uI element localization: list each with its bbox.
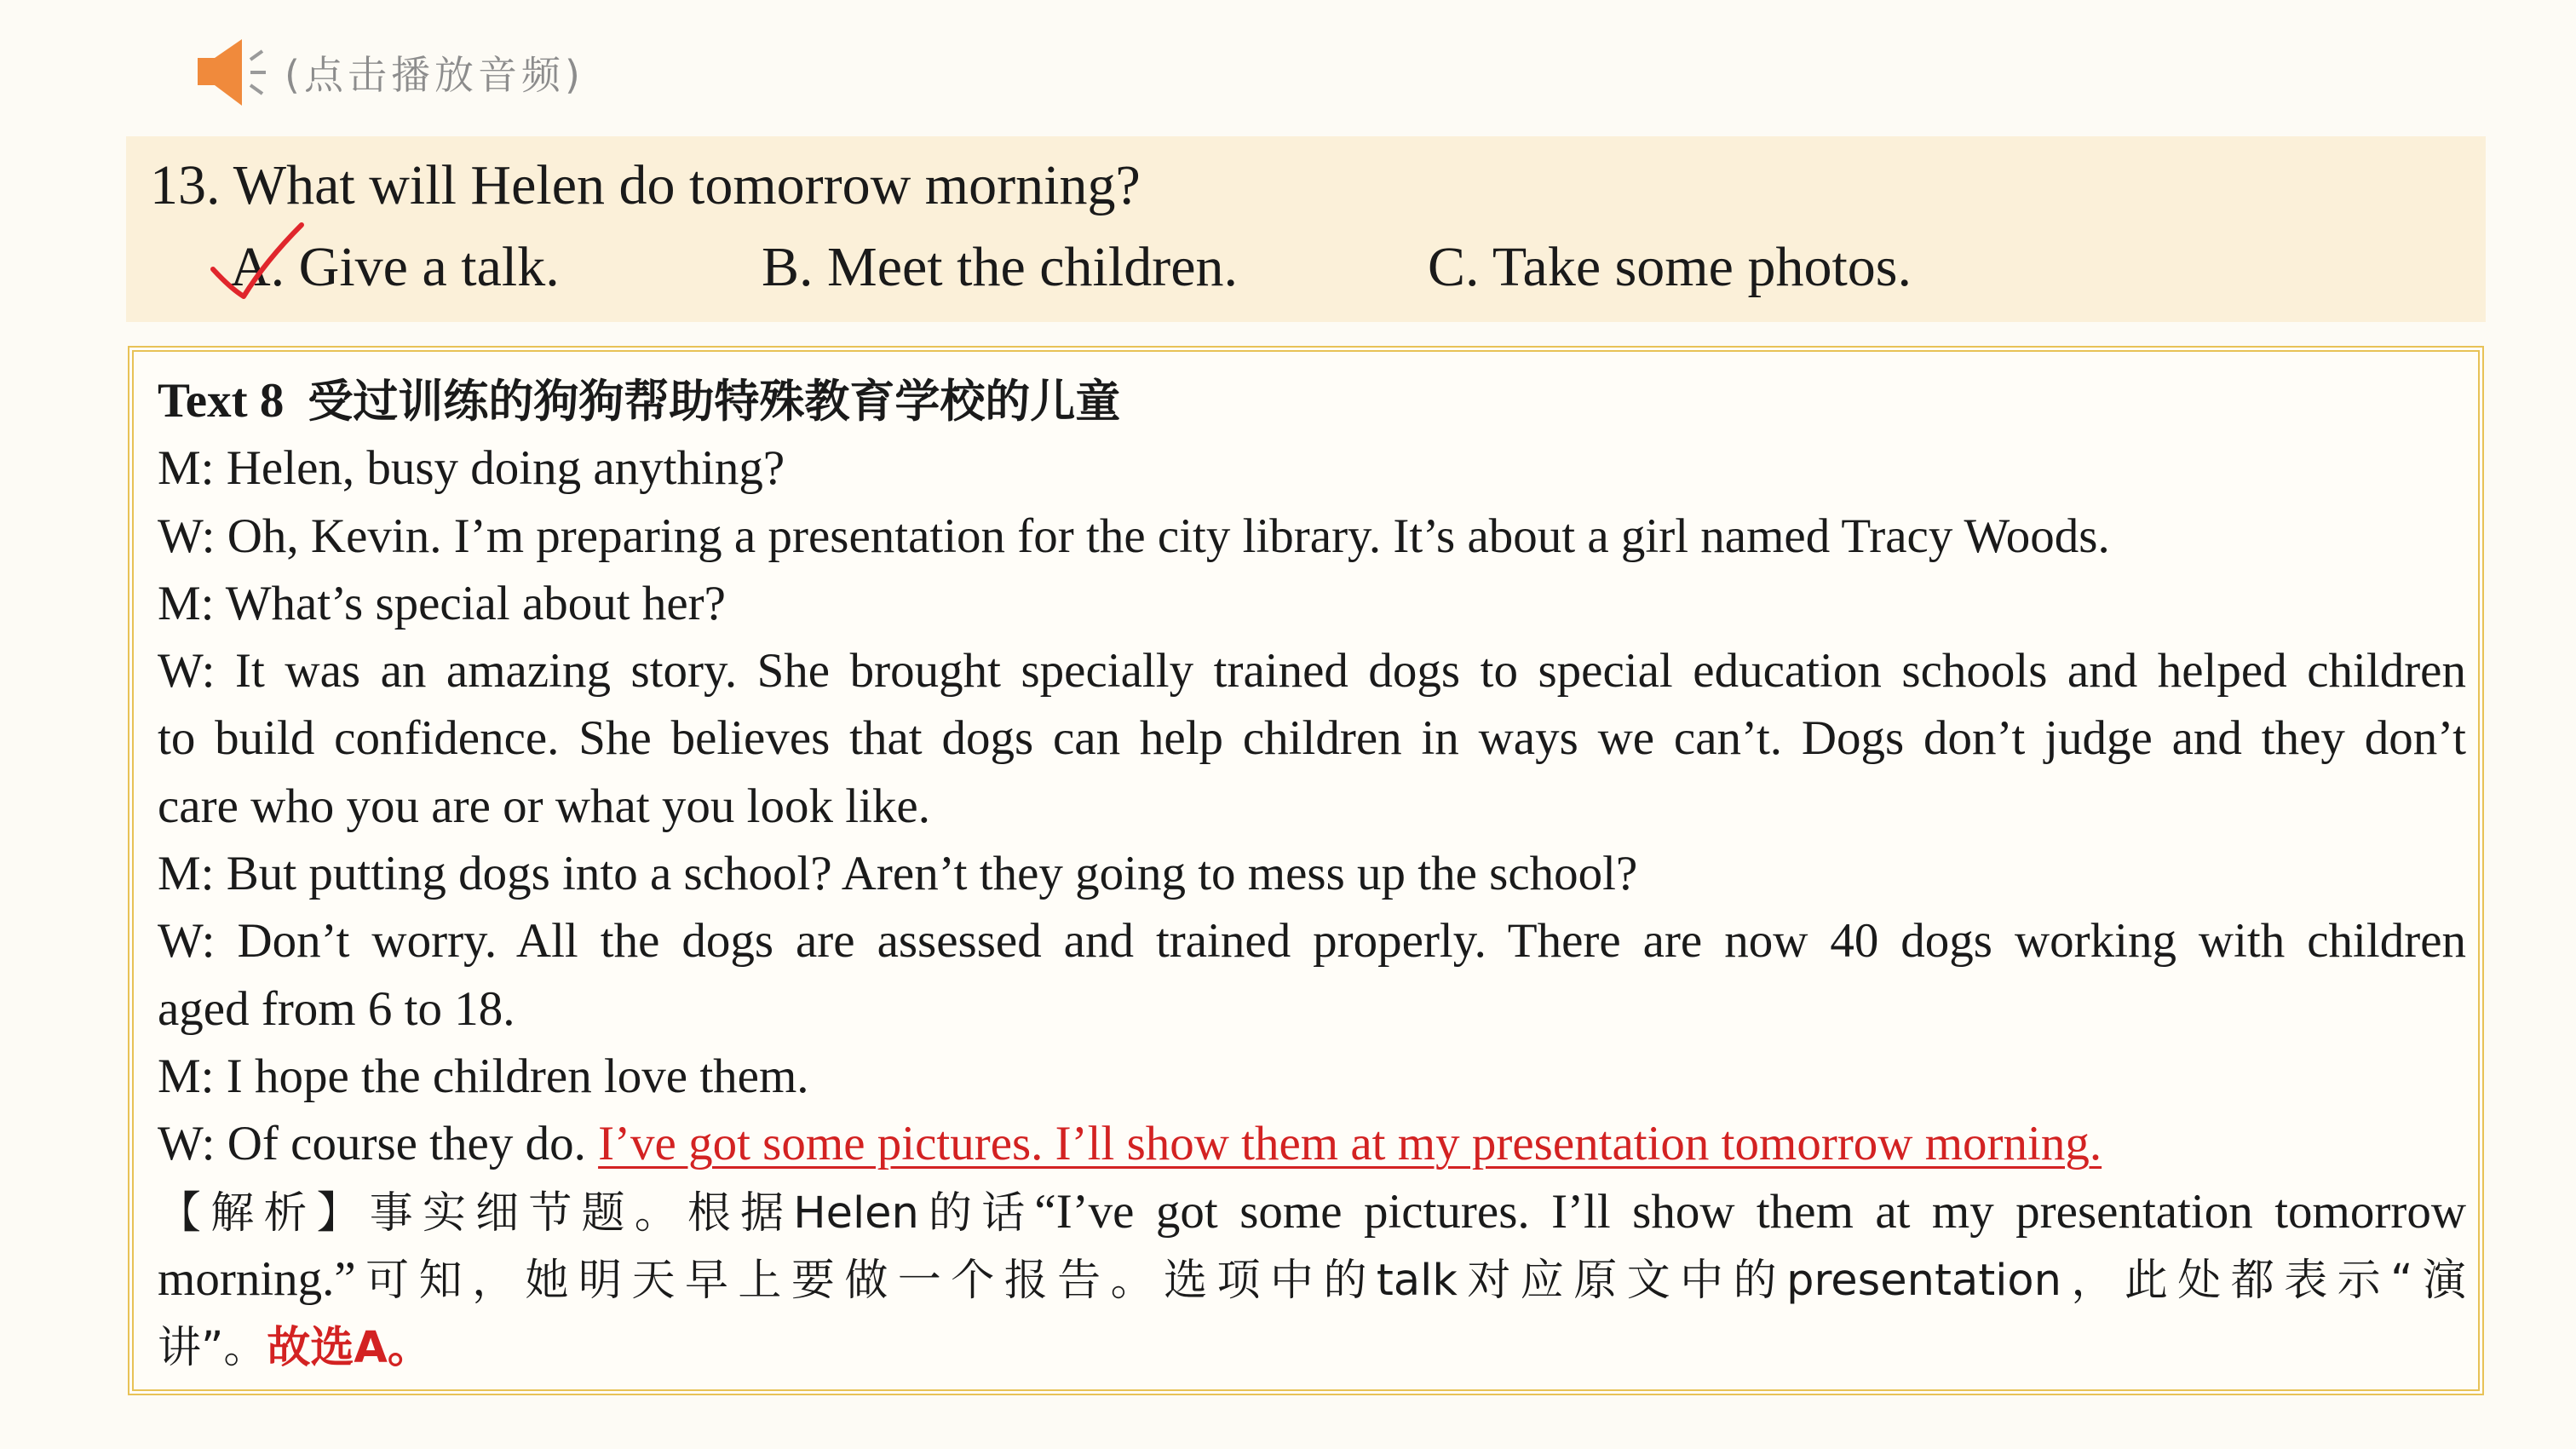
dialogue-line: to build confidence. She believes that dogs can help children in ways we can’t. Dogs don’t judge and they don’t xyxy=(158,711,2466,766)
dialogue-line: M: But putting dogs into a school? Aren’t they going to mess up the school? xyxy=(158,847,1638,901)
dialogue-line-prefix: W: Of course they do. xyxy=(158,1117,586,1171)
dialogue-line: M: What’s special about her? xyxy=(158,576,726,630)
analysis-line xyxy=(158,1245,2466,1313)
dialogue-line-answer xyxy=(158,1110,2466,1177)
dialogue-line: care who you are or what you look like. xyxy=(158,779,930,833)
audio-play-label[interactable]: (点击播放音频) xyxy=(285,52,584,98)
dialogue-line: W: Oh, Kevin. I’m preparing a presentation for the city library. It’s about a girl named Tracy Woods. xyxy=(158,509,2110,563)
speaker-icon[interactable] xyxy=(194,34,279,111)
analysis-quote: morning.” xyxy=(158,1251,356,1306)
answer-evidence-highlight: I’ve got some pictures. I’ll show them at my presentation tomorrow morning. xyxy=(598,1117,2102,1171)
answer-conclusion: 故选A。 xyxy=(267,1323,431,1374)
option-a[interactable]: A. Give a talk. xyxy=(230,236,560,298)
question-panel xyxy=(126,136,2486,322)
analysis-quote: “I’ve got some pictures. I’ll show them at my presentation tomorrow xyxy=(1034,1184,2466,1239)
analysis-line xyxy=(158,1178,2466,1245)
transcript-title xyxy=(158,367,2466,434)
analysis-text: 【解析】事实细节题。根据Helen的话 xyxy=(158,1187,1035,1239)
dialogue-line: aged from 6 to 18. xyxy=(158,981,515,1036)
analysis-text: 讲”。 xyxy=(158,1323,267,1374)
transcript-title-chinese: 受过训练的狗狗帮助特殊教育学校的儿童 xyxy=(308,376,1121,428)
dialogue-line: M: I hope the children love them. xyxy=(158,1049,809,1103)
audio-play-button[interactable] xyxy=(194,34,584,111)
option-b[interactable]: B. Meet the children. xyxy=(762,236,1239,298)
question-stem: 13. What will Helen do tomorrow morning? xyxy=(150,154,1141,216)
analysis-text: 可知，她明天早上要做一个报告。选项中的talk对应原文中的presentation，此处都表示“演 xyxy=(355,1255,2466,1306)
option-c[interactable]: C. Take some photos. xyxy=(1428,236,1912,298)
analysis-line xyxy=(158,1313,2466,1380)
dialogue-line: M: Helen, busy doing anything? xyxy=(158,441,785,496)
dialogue-line: W: It was an amazing story. She brought specially trained dogs to special education schools and helped children xyxy=(158,644,2466,699)
text-number-label: Text 8 xyxy=(158,374,285,428)
dialogue-line: W: Don’t worry. All the dogs are assessed and trained properly. There are now 40 dogs working with children xyxy=(158,914,2466,969)
transcript-panel xyxy=(128,346,2484,1395)
